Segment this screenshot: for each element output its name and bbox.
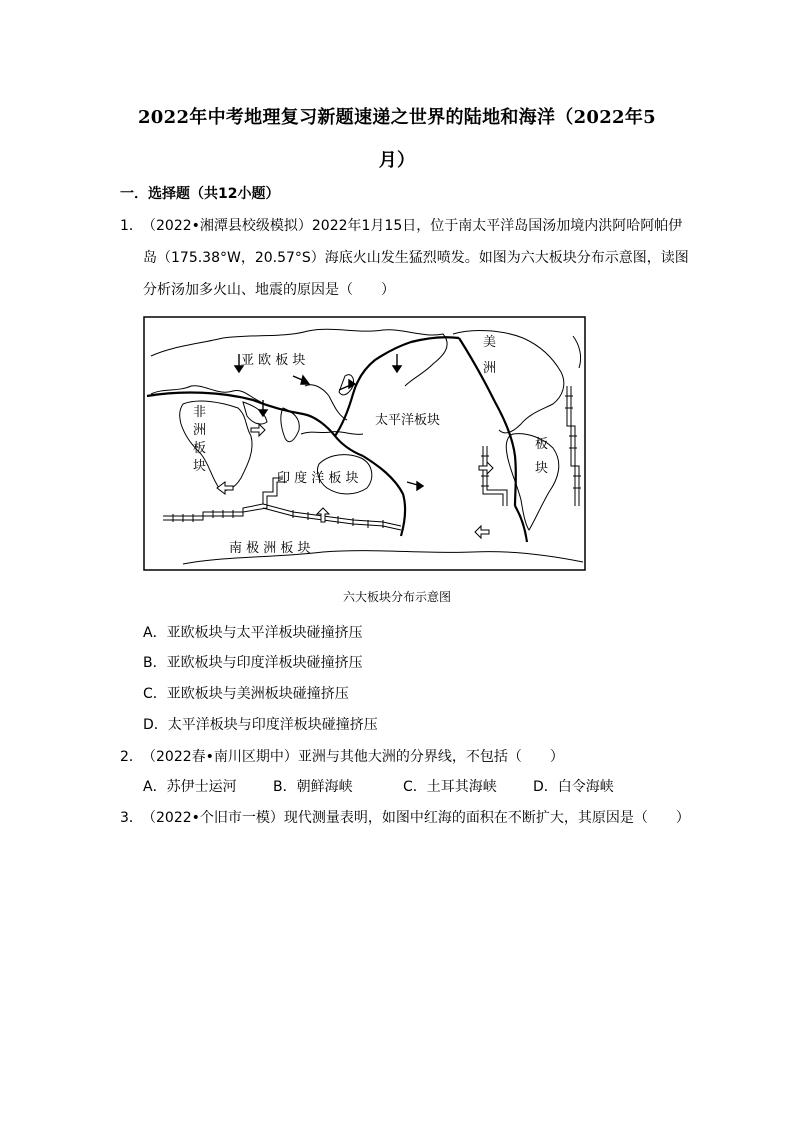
question-1-text-1: （2022•湘潭县校级模拟）2022年1月15日，位于南太平洋岛国汤加境内洪阿哈阿帕伊 — [142, 218, 683, 234]
question-2-line-1 — [120, 747, 564, 767]
figure-caption: 六大板块分布示意图 — [342, 590, 451, 604]
label-pacific-plate: 太平洋板块 — [375, 413, 441, 428]
question-2-text-1: （2022春•南川区期中）亚洲与其他大洲的分界线，不包括（ ） — [142, 749, 564, 765]
section-heading: 一．选择题（共12小题） — [120, 186, 280, 202]
question-3-line-1 — [120, 808, 690, 828]
q1-option-b[interactable]: B．亚欧板块与印度洋板块碰撞挤压 — [143, 655, 363, 671]
q2-option-c[interactable]: C．土耳其海峡 — [403, 779, 497, 795]
question-1-line-2: 岛（175.38°W，20.57°S）海底火山发生猛烈喷发。如图为六大板块分布示意图，读图 — [143, 250, 689, 266]
map-frame — [144, 317, 585, 570]
label-american-3: 板 — [535, 437, 549, 452]
label-american-4: 块 — [535, 461, 549, 476]
question-1-line-1 — [120, 216, 682, 236]
label-african-2: 洲 — [193, 423, 207, 438]
q1-option-c[interactable]: C．亚欧板块与美洲板块碰撞挤压 — [143, 686, 349, 702]
document-title-line-2: 月） — [378, 150, 416, 171]
q2-option-a[interactable]: A．苏伊士运河 — [143, 779, 237, 795]
q1-option-d[interactable]: D．太平洋板块与印度洋板块碰撞挤压 — [143, 717, 378, 733]
label-american-2: 洲 — [483, 361, 497, 376]
document-title-line-1: 2022年中考地理复习新题速递之世界的陆地和海洋（2022年5 — [137, 107, 657, 128]
label-african-1: 非 — [193, 405, 207, 420]
question-3-text-1: （2022•个旧市一模）现代测量表明，如图中红海的面积在不断扩大，其原因是（ ） — [142, 810, 690, 826]
label-antarctic-plate: 南 极 洲 板 块 — [229, 541, 311, 556]
question-1-line-3: 分析汤加多火山、地震的原因是（ ） — [143, 282, 395, 298]
question-2-number: 2． — [120, 749, 143, 765]
label-african-3: 板 — [193, 441, 207, 456]
q1-option-a[interactable]: A．亚欧板块与太平洋板块碰撞挤压 — [143, 625, 363, 641]
label-indian-plate: 印 度 洋 板 块 — [277, 471, 359, 486]
question-1-number: 1． — [120, 218, 143, 234]
q2-option-b[interactable]: B．朝鲜海峡 — [273, 779, 353, 795]
label-african-4: 块 — [193, 459, 207, 474]
q2-options-row — [143, 777, 633, 797]
label-eurasian-plate: 亚 欧 板 块 — [241, 353, 306, 368]
label-american-1: 美 — [483, 335, 497, 350]
question-3-number: 3． — [120, 810, 143, 826]
q2-option-d[interactable]: D．白令海峡 — [533, 779, 614, 795]
plate-map-figure — [143, 316, 586, 571]
